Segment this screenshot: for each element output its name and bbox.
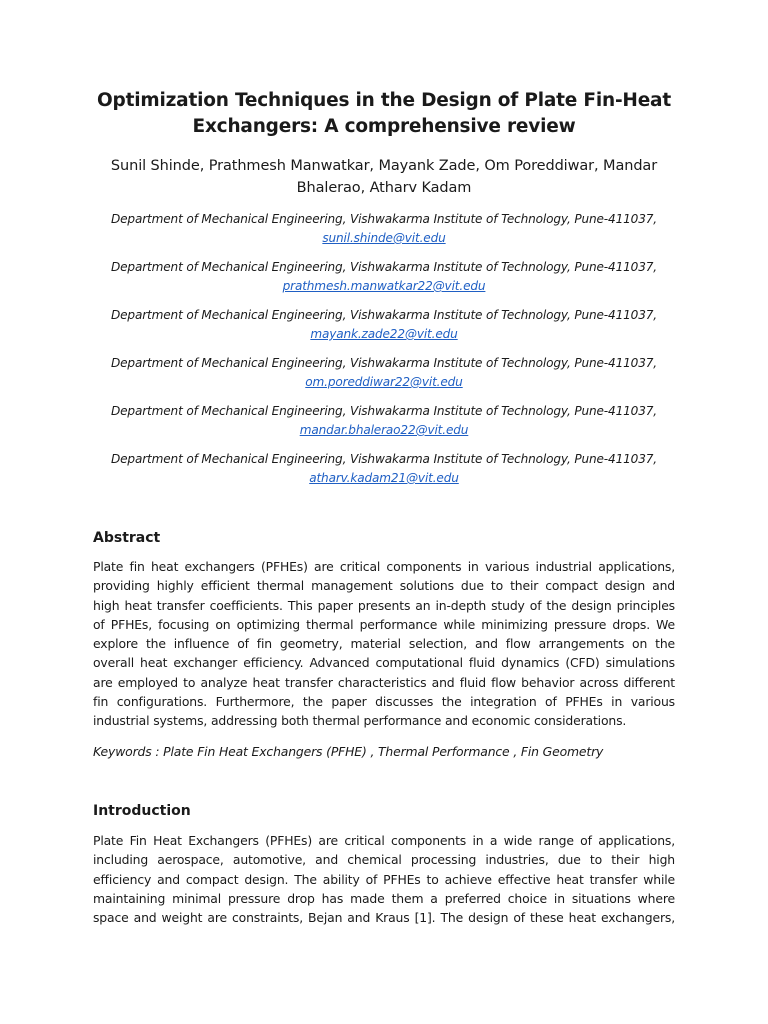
abstract-line: of PFHEs, focusing on optimizing thermal performance while minimizing pressure drops. We xyxy=(93,616,675,632)
email-link[interactable]: prathmesh.manwatkar22@vit.edu xyxy=(282,279,486,293)
keywords-line: Keywords : Plate Fin Heat Exchangers (PFHE) , Thermal Performance , Fin Geometry xyxy=(93,744,604,759)
affiliation xyxy=(93,402,675,440)
author-list xyxy=(70,155,698,199)
authors-line-1: Sunil Shinde, Prathmesh Manwatkar, Mayank Zade, Om Poreddiwar, Mandar xyxy=(110,158,658,174)
email-link[interactable]: atharv.kadam21@vit.edu xyxy=(309,471,459,485)
affiliation xyxy=(93,450,675,488)
authors-line-2: Bhalerao, Atharv Kadam xyxy=(296,180,472,196)
abstract-line: explore the influence of fin geometry, material selection, and flow arrangements on the xyxy=(93,636,675,652)
abstract-line: industrial systems, addressing both thermal performance and economic considerations. xyxy=(93,713,627,729)
abstract-line: Plate fin heat exchangers (PFHEs) are critical components in various industrial applications, xyxy=(93,559,675,574)
affiliation-department: Department of Mechanical Engineering, Vishwakarma Institute of Technology, Pune-411037, xyxy=(110,356,657,370)
abstract-heading: Abstract xyxy=(93,530,161,546)
affiliation xyxy=(93,354,675,392)
email-link[interactable]: om.poreddiwar22@vit.edu xyxy=(305,375,463,389)
introduction-heading: Introduction xyxy=(93,803,191,819)
abstract-paragraph xyxy=(93,557,675,731)
introduction-line: maintaining minimal pressure drop has made them a preferred choice in situations where xyxy=(93,890,675,906)
email-link[interactable]: mayank.zade22@vit.edu xyxy=(310,327,458,341)
introduction-paragraph xyxy=(93,831,675,927)
abstract-line: providing highly efficient thermal management solutions due to their compact design and xyxy=(93,578,675,594)
paper-title xyxy=(60,88,708,140)
abstract-line: high heat transfer coefficients. This paper presents an in-depth study of the design principles xyxy=(93,597,675,613)
affiliation-department: Department of Mechanical Engineering, Vishwakarma Institute of Technology, Pune-411037, xyxy=(110,452,657,466)
introduction-line: space and weight are constraints, Bejan and Kraus [1]. The design of these heat exchangers, xyxy=(93,910,675,926)
affiliation xyxy=(93,258,675,296)
title-line-1: Optimization Techniques in the Design of Plate Fin-Heat xyxy=(97,90,671,111)
abstract-line: overall heat exchanger efficiency. Advanced computational fluid dynamics (CFD) simulations xyxy=(93,655,675,671)
introduction-line: including aerospace, automotive, and chemical processing industries, due to their high xyxy=(93,852,675,868)
abstract-line: are employed to analyze heat transfer characteristics and fluid flow behavior across different xyxy=(93,674,675,690)
abstract-line: fin configurations. Furthermore, the paper discusses the integration of PFHEs in various xyxy=(93,694,675,710)
affiliation-department: Department of Mechanical Engineering, Vishwakarma Institute of Technology, Pune-411037, xyxy=(110,212,657,226)
title-line-2: Exchangers: A comprehensive review xyxy=(192,116,576,137)
affiliation-department: Department of Mechanical Engineering, Vishwakarma Institute of Technology, Pune-411037, xyxy=(110,260,657,274)
affiliation-department: Department of Mechanical Engineering, Vishwakarma Institute of Technology, Pune-411037, xyxy=(110,404,657,418)
affiliation xyxy=(93,210,675,248)
affiliation-department: Department of Mechanical Engineering, Vishwakarma Institute of Technology, Pune-411037, xyxy=(110,308,657,322)
affiliation xyxy=(93,306,675,344)
introduction-line: efficiency and compact design. The ability of PFHEs to achieve effective heat transfer while xyxy=(93,871,675,887)
email-link[interactable]: sunil.shinde@vit.edu xyxy=(322,231,446,245)
affiliation-list xyxy=(93,210,675,498)
introduction-line: Plate Fin Heat Exchangers (PFHEs) are critical components in a wide range of applications, xyxy=(93,833,675,848)
email-link[interactable]: mandar.bhalerao22@vit.edu xyxy=(299,423,469,437)
